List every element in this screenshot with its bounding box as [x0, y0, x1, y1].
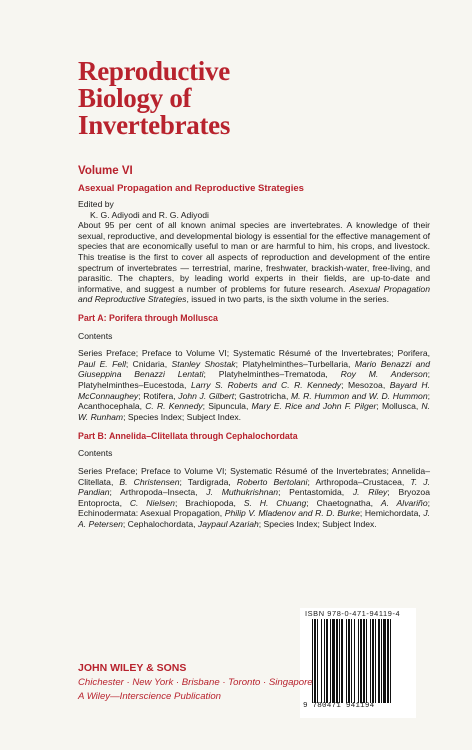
barcode-bar — [312, 619, 313, 703]
barcode-bar — [383, 619, 386, 703]
barcode-bar — [390, 619, 391, 703]
italic-run: John J. Gilbert — [178, 390, 235, 401]
part-b-heading: Part B: Annelida–Clitellata through Cephalochordata — [78, 430, 298, 441]
barcode-bar — [332, 619, 335, 703]
barcode-bar — [336, 619, 338, 703]
barcode-bar — [330, 619, 331, 703]
part-b-contents: Series Preface; Preface to Volume VI; Systematic Résumé of the Invertebrates; Annelida–Clitellata, B. Christensen; Tardigrada, Roberto Bertolani; Arthropoda–Crustacea, T. J. Pandian; Arthropoda–Insecta, J. Muthukrishnan; Pentastomida, J. Riley; Bryozoa Entoprocta, C. Nielsen; Brachiopoda, S. H. Chuang; Chaetognatha, A. Alvariño; Echinodermata: Asexual Propagation, Philip V. Mladenov and R. D. Burke; Hemichordata, J. A. Petersen; Cephalochordata, Jaypaul Azariah; Species Index; Subject Index. — [78, 466, 430, 530]
italic-run: Mario Benazzi and Giuseppina Benazzi Lentati — [78, 358, 430, 380]
italic-run: M. R. Hummon and W. D. Hummon — [290, 390, 428, 401]
barcode-bar — [321, 619, 322, 703]
barcode-bar — [346, 619, 347, 703]
italic-run: Roy M. Anderson — [340, 369, 428, 380]
italic-run: Larry S. Roberts and C. R. Kennedy — [190, 379, 342, 390]
italic-run: J. Riley — [352, 487, 388, 498]
book-title — [78, 58, 398, 139]
barcode-bar — [339, 619, 340, 703]
italic-run: Bayard H. McConnaughey — [78, 379, 430, 401]
edited-by-label: Edited by — [78, 199, 114, 209]
blurb-body — [78, 199, 430, 538]
italic-run: N. W. Runham — [78, 401, 430, 422]
italic-run: C. R. Kennedy — [145, 401, 203, 412]
volume-subtitle: Asexual Propagation and Reproductive Strategies — [78, 183, 304, 194]
barcode-bar — [387, 619, 389, 703]
publisher-imprint: A Wiley—Interscience Publication — [78, 691, 221, 702]
barcode-bar — [354, 619, 355, 703]
barcode-bar — [370, 619, 371, 703]
volume-label: Volume VI — [78, 165, 133, 177]
barcode-bar — [351, 619, 352, 703]
barcode-digits: 9 780471 941194 — [303, 702, 375, 710]
barcode-bar — [381, 619, 382, 703]
barcode-bar — [358, 619, 359, 703]
italic-run: Jaypaul Azariah — [197, 519, 259, 530]
barcode-bar — [372, 619, 374, 703]
title-line-2: Biology of — [78, 83, 192, 113]
description-paragraph: About 95 per cent of all known animal species are invertebrates. A knowledge of their sexual, reproductive, and developmental biology is essential for the effective management of species that are economically useful to man or are harmful to him, his crops, and livestock. This treatise is the first to cover all aspects of reproduction and development of the entire spectrum of invertebrates — terrestrial, marine, freshwater, brackish-water, free-living, and parasitic. The chapters, by leading world experts in their fields, are up-to-date and informative, and suggest a number of problems for future research. Asexual Propagation and Reproductive Strategies, issued in two parts, is the sixth volume in the series. — [78, 220, 430, 305]
italic-run: Philip V. Mladenov and R. D. Burke — [224, 508, 360, 519]
italic-run: Paul E. Fell — [78, 358, 126, 369]
italic-run: Asexual Propagation and Reproductive Strategies — [78, 283, 430, 305]
barcode-bar — [366, 619, 367, 703]
part-a-contents: Series Preface; Preface to Volume VI; Systematic Résumé of the Invertebrates; Porifera, Paul E. Fell; Cnidaria, Stanley Shostak; Platyhelminthes–Turbellaria, Mario Benazzi and Giuseppina Benazzi Lentati; Platyhelminthes–Trematoda, Roy M. Anderson; Platyhelminthes–Eucestoda, Larry S. Roberts and C. R. Kennedy; Mesozoa, Bayard H. McConnaughey; Rotifera, John J. Gilbert; Gastrotricha, M. R. Hummon and W. D. Hummon; Acanthocephala, C. R. Kennedy; Sipuncula, Mary E. Rice and John F. Pilger; Mollusca, N. W. Runham; Species Index; Subject Index. — [78, 348, 430, 422]
italic-run: C. Nielsen — [129, 497, 175, 508]
part-b-contents-label: Contents — [78, 448, 113, 459]
italic-run: A. Alvariño — [380, 497, 428, 508]
barcode-bar — [324, 619, 325, 703]
barcode-bar — [314, 619, 316, 703]
barcode-icon — [312, 619, 414, 703]
title-line-1: Reproductive — [78, 56, 230, 86]
barcode-bar — [317, 619, 318, 703]
publisher-name: JOHN WILEY & SONS — [78, 662, 187, 674]
italic-run: S. H. Chuang — [243, 497, 307, 508]
barcode-bar — [378, 619, 380, 703]
italic-run: Stanley Shostak — [171, 358, 236, 369]
italic-run: B. Christensen — [119, 476, 180, 487]
barcode-bar — [341, 619, 343, 703]
part-a-heading: Part A: Porifera through Mollusca — [78, 312, 218, 323]
barcode-bar — [348, 619, 350, 703]
barcode-bar — [360, 619, 362, 703]
barcode-bar — [363, 619, 365, 703]
publisher-cities: Chichester · New York · Brisbane · Toronto · Singapore — [78, 677, 313, 688]
italic-run: J. Muthukrishnan — [206, 487, 279, 498]
italic-run: Roberto Bertolani — [236, 476, 308, 487]
isbn-label: ISBN 978-0-471-94119-4 — [305, 609, 401, 618]
editors-names: K. G. Adiyodi and R. G. Adiyodi — [90, 209, 209, 220]
italic-run: Mary E. Rice and John F. Pilger — [251, 401, 377, 412]
barcode-bar — [326, 619, 328, 703]
italic-run: T. J. Pandian — [78, 476, 430, 498]
part-a-contents-label: Contents — [78, 330, 113, 341]
title-line-3: Invertebrates — [78, 110, 231, 140]
italic-run: J. A. Petersen — [78, 508, 430, 530]
barcode-bar — [375, 619, 376, 703]
